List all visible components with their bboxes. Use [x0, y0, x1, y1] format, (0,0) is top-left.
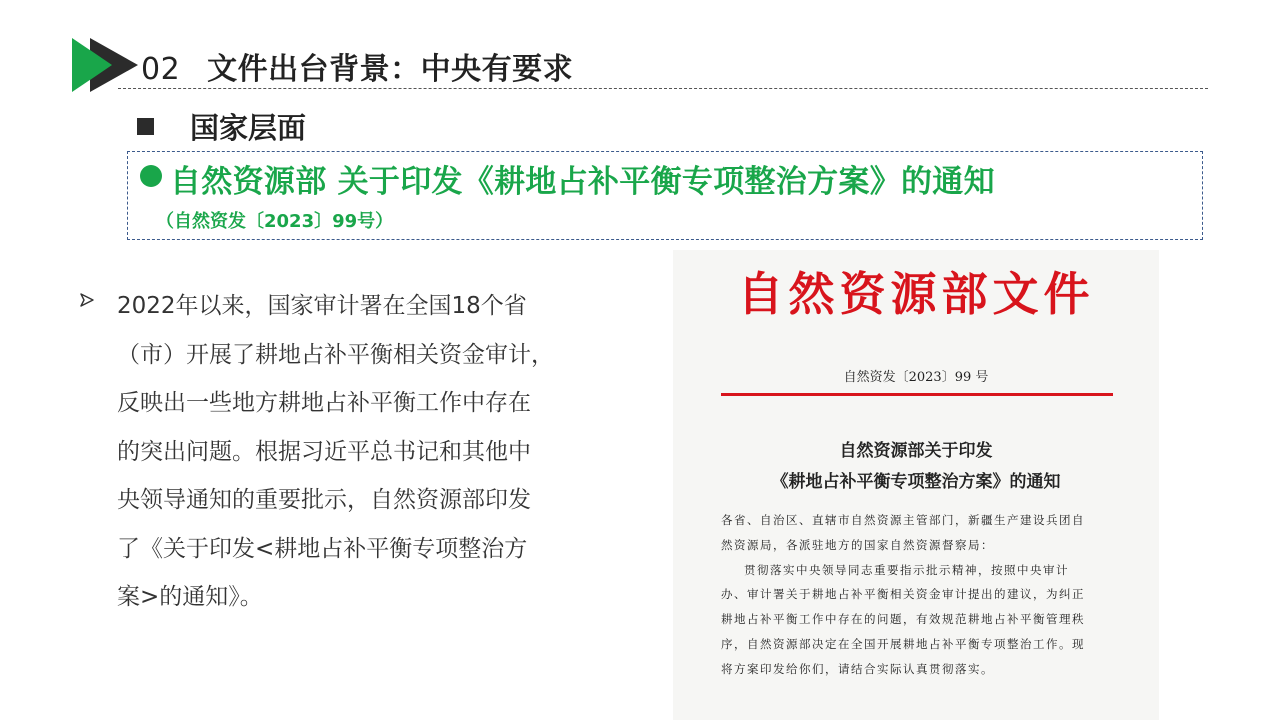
sub-heading-text: 国家层面 [190, 110, 307, 145]
section-title [141, 44, 573, 88]
notice-doc-number: （自然资发〔2023〕99号） [156, 211, 394, 232]
body-line: 案>的通知》。 [117, 584, 263, 610]
notice-headline: 自然资源部 关于印发《耕地占补平衡专项整治方案》的通知 [170, 164, 995, 200]
document-body [721, 508, 1121, 682]
document-body-line: 然资源局，各派驻地方的国家自然资源督察局： [721, 537, 994, 552]
document-body-line: 耕地占补平衡工作中存在的问题，有效规范耕地占补平衡管理秩 [721, 612, 1085, 627]
notice-box [127, 151, 1203, 240]
document-body-line: 将方案印发给你们，请结合实际认真贯彻落实。 [721, 661, 994, 676]
document-title-line1: 自然资源部关于印发 [839, 441, 993, 461]
body-paragraph [117, 282, 620, 622]
double-chevron-logo-icon [72, 38, 138, 92]
body-line: 反映出一些地方耕地占补平衡工作中存在 [117, 390, 531, 416]
section-title-text: 文件出台背景：中央有要求 [207, 52, 574, 87]
body-line: 央领导通知的重要批示，自然资源部印发 [117, 487, 531, 513]
document-body-line: 各省、自治区、直辖市自然资源主管部门，新疆生产建设兵团自 [721, 513, 1085, 527]
document-image [673, 250, 1159, 720]
document-body-line: 办、审计署关于耕地占补平衡相关资金审计提出的建议，为纠正 [721, 587, 1085, 602]
square-bullet-icon [137, 118, 154, 135]
body-line: 2022年以来，国家审计署在全国18个省 [117, 293, 527, 319]
document-number: 自然资发〔2023〕99 号 [843, 370, 989, 385]
green-dot-icon [140, 165, 162, 187]
body-line: 了《关于印发<耕地占补平衡专项整治方 [117, 535, 528, 562]
document-header: 自然资源部文件 [737, 267, 1095, 321]
document-body-line: 序，自然资源部决定在全国开展耕地占补平衡专项整治工作。现 [721, 636, 1085, 651]
arrow-bullet-icon [80, 293, 94, 307]
document-title-line2: 《耕地占补平衡专项整治方案》的通知 [771, 472, 1061, 492]
document-red-rule [721, 393, 1113, 396]
title-divider [118, 88, 1208, 89]
document-body-line: 贯彻落实中央领导同志重要指示批示精神，按照中央审计 [744, 562, 1069, 577]
body-line: （市）开展了耕地占补平衡相关资金审计， [117, 341, 554, 368]
body-line: 的突出问题。根据习近平总书记和其他中 [117, 438, 531, 465]
section-number: 02 [141, 52, 181, 87]
body-text [80, 282, 620, 622]
sub-heading [137, 106, 306, 146]
